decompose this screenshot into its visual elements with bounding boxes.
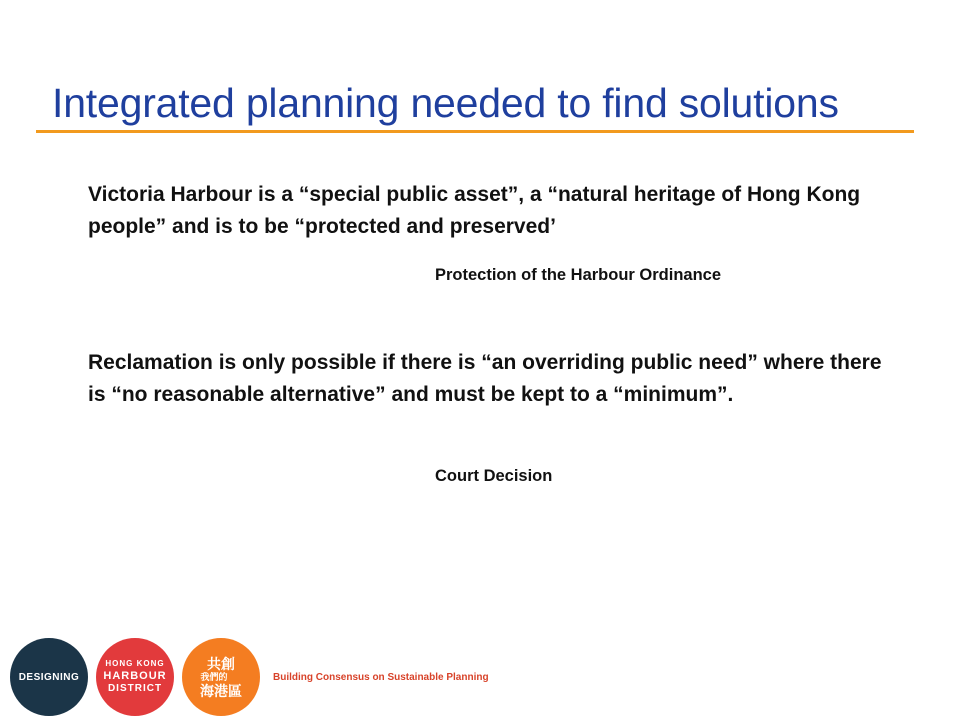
hkhd-logo-line2: HARBOUR — [103, 670, 167, 682]
designing-logo-text: DESIGNING — [18, 671, 80, 683]
quote-source-ordinance: Protection of the Harbour Ordinance — [435, 266, 722, 284]
hong-kong-harbour-district-logo — [96, 638, 174, 716]
chinese-harbour-logo — [182, 638, 260, 716]
chinese-logo-line3: 海港區 — [200, 682, 242, 699]
quote-harbour-asset: Victoria Harbour is a “special public asset”, a “natural heritage of Hong Kong people” and is to be “protected and preserved’ — [88, 183, 861, 238]
footer-tagline: Building Consensus on Sustainable Planning — [273, 672, 489, 683]
slide-title: Integrated planning needed to find solutions — [52, 80, 839, 126]
quote-source-court: Court Decision — [435, 467, 553, 485]
title-underline — [36, 130, 914, 133]
designing-logo — [10, 638, 88, 716]
hkhd-logo-line1: HONG KONG — [105, 659, 165, 668]
hkhd-logo-line3: DISTRICT — [107, 683, 163, 694]
quote-reclamation: Reclamation is only possible if there is “an overriding public need” where there is “no reasonable alternative” and must be kept to a “minimum”. — [88, 351, 882, 406]
chinese-logo-line2: 我們的 — [200, 671, 228, 682]
chinese-logo-line1: 共創 — [207, 655, 235, 672]
